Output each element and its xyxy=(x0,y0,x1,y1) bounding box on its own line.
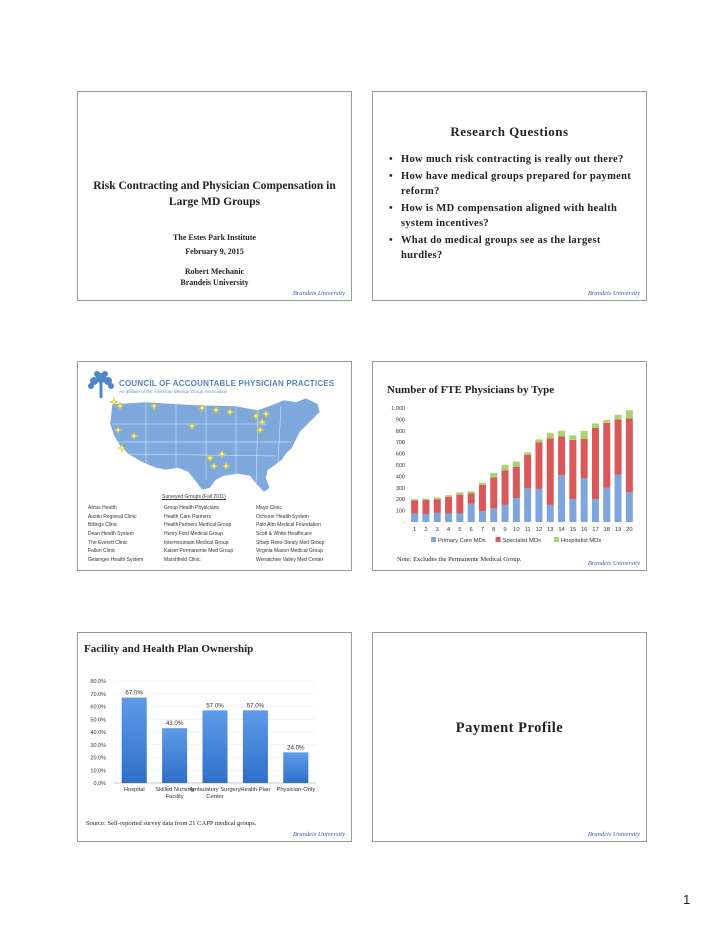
x-tick-label: Hospital xyxy=(123,787,145,793)
brand-footer: Brandeis University xyxy=(292,831,345,838)
x-tick-label: 20 xyxy=(626,527,633,533)
x-tick-label: 13 xyxy=(547,527,554,533)
bar-segment xyxy=(581,431,588,439)
bar-segment xyxy=(524,488,531,522)
group-cell: Marshfield Clinic xyxy=(164,556,201,563)
legend-swatch xyxy=(496,537,501,542)
bar-segment xyxy=(422,500,429,514)
question-list xyxy=(387,152,637,265)
bar-segment xyxy=(502,465,509,470)
fte-chart xyxy=(373,404,646,554)
table-row xyxy=(88,513,346,522)
x-tick-label: Health Plan xyxy=(240,787,271,793)
group-cell: Intermountain Medical Group xyxy=(164,539,229,546)
x-tick-label: Ambulatory Surgery xyxy=(189,787,241,793)
group-cell: Group Health Physicians xyxy=(164,505,220,512)
groups-caption: Surveyed Groups (Fall 2011) xyxy=(162,494,226,500)
table-row xyxy=(88,504,346,513)
table-row xyxy=(88,530,346,539)
x-tick-label: 16 xyxy=(580,527,588,533)
group-cell: The Everett Clinic xyxy=(88,539,128,546)
group-cell: Sharp Rees-Stealy Med Group xyxy=(256,539,325,546)
bar-segment xyxy=(411,513,418,522)
legend-swatch xyxy=(431,537,436,542)
slide-title: Research Questions xyxy=(450,124,569,139)
bar-segment xyxy=(626,418,633,492)
x-tick-label: 17 xyxy=(592,527,599,533)
bar-segment xyxy=(513,467,520,498)
brand-footer: Brandeis University xyxy=(292,290,345,297)
group-cell: Palo Alto Medical Foundation xyxy=(256,522,321,529)
slide-fte-physicians xyxy=(372,361,647,571)
data-label: 24.0% xyxy=(287,744,305,752)
y-tick-label: 10.0% xyxy=(90,768,106,775)
group-cell: Henry Ford Medical Group xyxy=(164,531,223,538)
map-outline xyxy=(110,398,320,492)
slide-title: Facility and Health Plan Ownership xyxy=(84,643,254,655)
bar-segment xyxy=(502,470,509,505)
y-tick-label: 30.0% xyxy=(90,742,106,749)
x-tick-label: 8 xyxy=(492,527,496,533)
table-row xyxy=(88,547,346,556)
y-tick-label: 300 xyxy=(395,485,405,492)
y-tick-label: 60.0% xyxy=(90,704,106,711)
bar-segment xyxy=(626,410,633,418)
slide-payment-profile xyxy=(372,632,647,842)
group-cell: Austin Regional Clinic xyxy=(88,513,137,520)
bar-segment xyxy=(535,489,542,522)
x-tick-label: 18 xyxy=(603,527,610,533)
bar-segment xyxy=(547,433,554,438)
y-tick-label: 0.0% xyxy=(93,781,106,787)
bar-segment xyxy=(468,494,475,504)
x-tick-label: 6 xyxy=(469,527,473,533)
bar-segment xyxy=(581,478,588,522)
bar-segment xyxy=(479,483,486,485)
ownership-bar xyxy=(122,698,147,783)
table-row xyxy=(88,538,346,547)
author-name: Robert Mechanic xyxy=(184,267,245,276)
group-cell: Billings Clinic xyxy=(88,522,118,529)
bar-segment xyxy=(547,438,554,505)
brand-footer: Brandeis University xyxy=(587,290,640,297)
group-cell: Health Care Partners xyxy=(164,513,211,520)
group-cell: Mayo Clinic xyxy=(256,505,282,512)
bar-segment xyxy=(445,495,452,497)
bar-segment xyxy=(456,495,463,514)
bar-segment xyxy=(592,499,599,522)
y-tick-label: 50.0% xyxy=(90,717,106,724)
group-cell: Virginia Mason Medical Group xyxy=(256,548,323,555)
bar-segment xyxy=(468,491,475,493)
x-tick-label: Facility xyxy=(165,794,184,800)
bar-segment xyxy=(626,492,633,522)
bar-segment xyxy=(456,492,463,494)
bar-segment xyxy=(524,455,531,489)
x-tick-label: Physician-Only xyxy=(276,787,316,793)
group-cell: Geisinger Health System xyxy=(88,556,144,563)
legend-label: Primary Care MDs xyxy=(438,538,486,544)
y-tick-label: 1,000 xyxy=(391,406,405,412)
bar-segment xyxy=(569,440,576,499)
ownership-bar xyxy=(283,752,308,783)
bar-segment xyxy=(569,435,576,440)
legend-swatch xyxy=(554,537,559,542)
data-label: 43.0% xyxy=(165,720,184,728)
bar-segment xyxy=(569,499,576,522)
y-tick-label: 800 xyxy=(395,428,405,435)
bar-segment xyxy=(456,513,463,522)
us-map xyxy=(106,396,328,494)
bar-segment xyxy=(479,511,486,522)
event-name: The Estes Park Institute xyxy=(173,233,256,242)
data-label: 57.0% xyxy=(246,702,265,710)
bar-segment xyxy=(468,504,475,522)
bar-segment xyxy=(558,475,565,522)
x-tick-label: 3 xyxy=(435,527,439,533)
x-tick-label: 9 xyxy=(503,527,507,533)
y-tick-label: 80.0% xyxy=(90,679,106,685)
group-cell: Kaiser Permanente Med Group xyxy=(164,548,234,555)
slide-research-questions xyxy=(372,91,647,301)
bar-segment xyxy=(603,488,610,522)
table-row xyxy=(88,556,346,565)
x-tick-label: 4 xyxy=(446,527,451,533)
x-tick-label: 11 xyxy=(524,527,531,533)
bar-segment xyxy=(615,415,622,420)
bar-segment xyxy=(603,420,610,423)
caap-heading: COUNCIL OF ACCOUNTABLE PHYSICIAN PRACTICES xyxy=(119,379,335,388)
y-tick-label: 900 xyxy=(395,417,405,424)
caap-subheading: An affiliate of the American Medical Group Association xyxy=(119,389,228,394)
bar-segment xyxy=(434,497,441,499)
slide-title xyxy=(77,91,352,301)
bar-segment xyxy=(502,505,509,522)
bar-segment xyxy=(445,513,452,522)
y-tick-label: - xyxy=(403,520,405,526)
y-tick-label: 500 xyxy=(395,463,405,469)
group-cell: HealthPartners Medical Group xyxy=(164,522,232,529)
x-tick-label: 10 xyxy=(513,527,520,533)
ownership-bar xyxy=(202,710,227,783)
bar-segment xyxy=(524,452,531,454)
bar-segment xyxy=(592,428,599,499)
bar-segment xyxy=(513,498,520,522)
bar-segment xyxy=(558,437,565,476)
bar-segment xyxy=(603,423,610,488)
bar-segment xyxy=(535,439,542,442)
brand-footer: Brandeis University xyxy=(587,560,640,567)
table-row xyxy=(88,521,346,530)
bar-segment xyxy=(479,485,486,511)
bar-segment xyxy=(592,423,599,428)
bar-segment xyxy=(445,497,452,514)
bar-segment xyxy=(490,508,497,522)
bar-segment xyxy=(411,499,418,500)
bar-segment xyxy=(411,500,418,513)
page-number: 1 xyxy=(683,892,691,907)
bar-segment xyxy=(434,513,441,522)
x-tick-label: 5 xyxy=(458,527,462,533)
brand-footer: Brandeis University xyxy=(587,831,640,838)
x-tick-label: 19 xyxy=(614,527,622,533)
event-date: February 9, 2015 xyxy=(185,247,244,256)
bar-segment xyxy=(615,475,622,522)
bar-segment xyxy=(558,431,565,437)
slide-title: Number of FTE Physicians by Type xyxy=(387,384,555,396)
bar-segment xyxy=(434,499,441,513)
chart-note: Note: Excludes the Permanente Medical Group. xyxy=(397,556,522,563)
group-cell: Wenatchee Valley Med Center xyxy=(256,556,324,563)
bar-segment xyxy=(422,499,429,500)
bar-segment xyxy=(547,505,554,522)
y-tick-label: 40.0% xyxy=(90,730,106,736)
y-tick-label: 20.0% xyxy=(90,755,106,762)
group-cell: Ochsner Health System xyxy=(256,513,309,520)
data-label: 57.0% xyxy=(206,702,224,710)
presentation-title: Risk Contracting and Physician Compensation in Large MD Groups xyxy=(93,180,336,208)
group-cell: Atrius Health xyxy=(88,505,117,512)
bar-segment xyxy=(490,478,497,509)
x-tick-label: 12 xyxy=(535,527,543,533)
bar-segment xyxy=(513,462,520,467)
legend-label: Hospitalist MDs xyxy=(561,538,602,544)
question-item: • How have medical groups prepared for payment reform? xyxy=(387,169,637,200)
source-note: Source: Self-reported survey data from 21 CAPP medical groups. xyxy=(86,820,257,827)
slide-title: Payment Profile xyxy=(455,720,564,736)
x-tick-label: 14 xyxy=(558,527,565,533)
x-tick-label: 1 xyxy=(413,527,417,533)
bar-segment xyxy=(422,514,429,522)
slide-ownership xyxy=(77,632,352,842)
bar-segment xyxy=(615,419,622,474)
legend-label: Specialist MDs xyxy=(502,538,541,544)
data-label: 67.0% xyxy=(125,689,143,697)
bar-segment xyxy=(490,473,497,478)
group-cell: Dean Health System xyxy=(88,531,134,538)
ownership-bar xyxy=(162,728,187,783)
y-tick-label: 70.0% xyxy=(90,691,106,698)
slide-caap-map xyxy=(77,361,352,571)
x-tick-label: Center xyxy=(206,794,224,800)
x-tick-label: 7 xyxy=(480,527,485,533)
question-item: • How much risk contracting is really out there? xyxy=(387,152,637,168)
x-tick-label: 2 xyxy=(424,527,428,533)
group-cell: Fallon Clinic xyxy=(88,548,116,555)
y-tick-label: 700 xyxy=(395,440,405,447)
y-tick-label: 400 xyxy=(395,474,405,481)
question-item: • How is MD compensation aligned with health system incentives? xyxy=(387,201,637,232)
bar-segment xyxy=(535,442,542,489)
groups-table xyxy=(88,504,346,564)
ownership-chart xyxy=(78,675,351,807)
x-tick-label: 15 xyxy=(569,527,577,533)
x-tick-label: Skilled Nursing xyxy=(155,787,194,793)
ownership-bar xyxy=(243,710,268,783)
y-tick-label: 200 xyxy=(395,497,405,504)
bar-segment xyxy=(581,439,588,478)
y-tick-label: 600 xyxy=(395,451,405,458)
question-item: • What do medical groups see as the largest hurdles? xyxy=(387,233,637,264)
group-cell: Scott & White Healthcare xyxy=(256,531,312,538)
y-tick-label: 100 xyxy=(395,508,405,515)
author-affiliation: Brandeis University xyxy=(180,278,249,287)
